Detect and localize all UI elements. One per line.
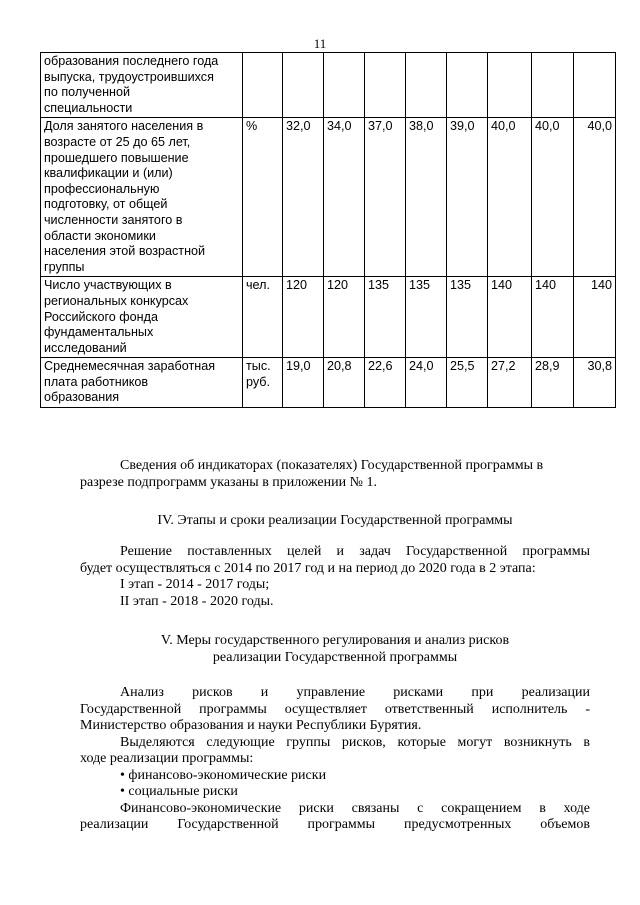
bullet-item: • социальные риски xyxy=(120,784,238,799)
value-cell: 140 xyxy=(488,277,532,358)
text-line: Финансово-экономические риски связаны с сокращением в ходе xyxy=(120,800,590,816)
unit-cell: тыс. руб. xyxy=(243,358,283,408)
indicator-name-line: населения этой возрастной xyxy=(44,244,206,259)
value-cell: 38,0 xyxy=(406,118,447,277)
indicator-name-line: образования последнего года xyxy=(44,54,219,68)
indicator-name-cell xyxy=(41,53,243,118)
indicator-name-line: фундаментальных xyxy=(44,325,154,340)
value-cell xyxy=(532,53,574,118)
bullet-item: • финансово-экономические риски xyxy=(120,767,327,783)
value-cell: 24,0 xyxy=(406,358,447,408)
value-cell: 140 xyxy=(574,277,616,358)
value-cell: 25,5 xyxy=(447,358,488,408)
indicator-name-line: профессиональную xyxy=(44,181,160,196)
value-cell: 140 xyxy=(532,277,574,358)
text-line: Анализ рисков и управление рисками при реализации xyxy=(120,685,590,700)
indicator-name-cell xyxy=(41,277,243,358)
indicator-name-line: исследований xyxy=(44,340,127,355)
text-line: Министерство образования и науки Республики Бурятия. xyxy=(80,718,422,733)
unit-cell: чел. xyxy=(243,277,283,358)
value-cell: 37,0 xyxy=(365,118,406,277)
value-cell: 135 xyxy=(365,277,406,358)
indicator-name-line: плата работников xyxy=(44,374,149,389)
heading-line: реализации Государственной программы xyxy=(212,650,458,665)
indicator-name-line: выпуска, трудоустроившихся xyxy=(44,69,214,84)
value-cell: 22,6 xyxy=(365,358,406,408)
value-cell: 120 xyxy=(324,277,365,358)
section-heading-stages: IV. Этапы и сроки реализации Государственной программы xyxy=(157,513,513,528)
text-line: ходе реализации программы: xyxy=(80,751,254,766)
value-cell: 135 xyxy=(447,277,488,358)
section-heading-risks xyxy=(80,632,590,666)
indicators-note xyxy=(80,458,590,491)
unit-cell xyxy=(243,53,283,118)
page-number: 11 xyxy=(313,36,327,51)
table-row xyxy=(41,118,616,277)
value-cell xyxy=(574,53,616,118)
value-cell: 20,8 xyxy=(324,358,365,408)
value-cell xyxy=(365,53,406,118)
value-cell: 40,0 xyxy=(488,118,532,277)
indicator-name-line: подготовку, от общей xyxy=(44,197,168,212)
indicator-name-line: региональных конкурсах xyxy=(44,293,189,308)
risks-section-body xyxy=(80,685,590,834)
indicator-name-line: Российского фонда xyxy=(44,309,158,324)
indicator-name-line: Число участвующих в xyxy=(44,278,172,293)
value-cell xyxy=(324,53,365,118)
text-line: будет осуществляться с 2014 по 2017 год и на период до 2020 года в 2 этапа: xyxy=(80,560,536,576)
text-line: Решение поставленных целей и задач Государственной программы xyxy=(120,544,590,559)
table-row xyxy=(41,277,616,358)
indicator-name-line: образования xyxy=(44,390,120,405)
value-cell: 30,8 xyxy=(574,358,616,408)
text-line: Государственной программы осуществляет ответственный исполнитель - xyxy=(80,701,590,717)
indicator-name-line: области экономики xyxy=(44,228,156,243)
table-row xyxy=(41,53,616,118)
value-cell: 32,0 xyxy=(283,118,324,277)
indicator-name-line: возрасте от 25 до 65 лет, xyxy=(44,134,191,149)
text-line: реализации Государственной программы предусмотренных объемов xyxy=(80,817,590,832)
indicator-name-line: по полученной xyxy=(44,85,131,100)
value-cell: 40,0 xyxy=(532,118,574,277)
value-cell xyxy=(488,53,532,118)
value-cell: 34,0 xyxy=(324,118,365,277)
indicator-name-line: численности занятого в xyxy=(44,212,183,227)
indicator-name-cell xyxy=(41,358,243,408)
stages-paragraph xyxy=(80,544,590,610)
value-cell: 40,0 xyxy=(574,118,616,277)
indicator-name-line: специальности xyxy=(44,100,133,115)
unit-cell: % xyxy=(243,118,283,277)
value-cell: 120 xyxy=(283,277,324,358)
value-cell xyxy=(283,53,324,118)
table-row xyxy=(41,358,616,408)
indicator-name-line: Доля занятого населения в xyxy=(44,119,204,134)
value-cell: 19,0 xyxy=(283,358,324,408)
indicator-name-line: прошедшего повышение xyxy=(44,150,189,165)
text-line: Выделяются следующие группы рисков, которые могут возникнуть в xyxy=(120,734,590,750)
value-cell: 27,2 xyxy=(488,358,532,408)
indicator-name-line: Среднемесячная заработная xyxy=(44,359,216,374)
indicator-name-line: группы xyxy=(44,259,85,274)
text-line: разрезе подпрограмм указаны в приложении № 1. xyxy=(80,474,377,490)
value-cell: 39,0 xyxy=(447,118,488,277)
value-cell xyxy=(406,53,447,118)
text-line: Сведения об индикаторах (показателях) Государственной программы в xyxy=(120,458,544,473)
heading-line: V. Меры государственного регулирования и анализ рисков xyxy=(160,633,510,648)
stage-item: II этап - 2018 - 2020 годы. xyxy=(120,593,274,609)
indicator-name-line: квалификации и (или) xyxy=(44,166,173,181)
value-cell: 135 xyxy=(406,277,447,358)
stage-item: I этап - 2014 - 2017 годы; xyxy=(120,577,270,592)
indicators-table xyxy=(40,52,616,408)
value-cell: 28,9 xyxy=(532,358,574,408)
value-cell xyxy=(447,53,488,118)
indicator-name-cell xyxy=(41,118,243,277)
